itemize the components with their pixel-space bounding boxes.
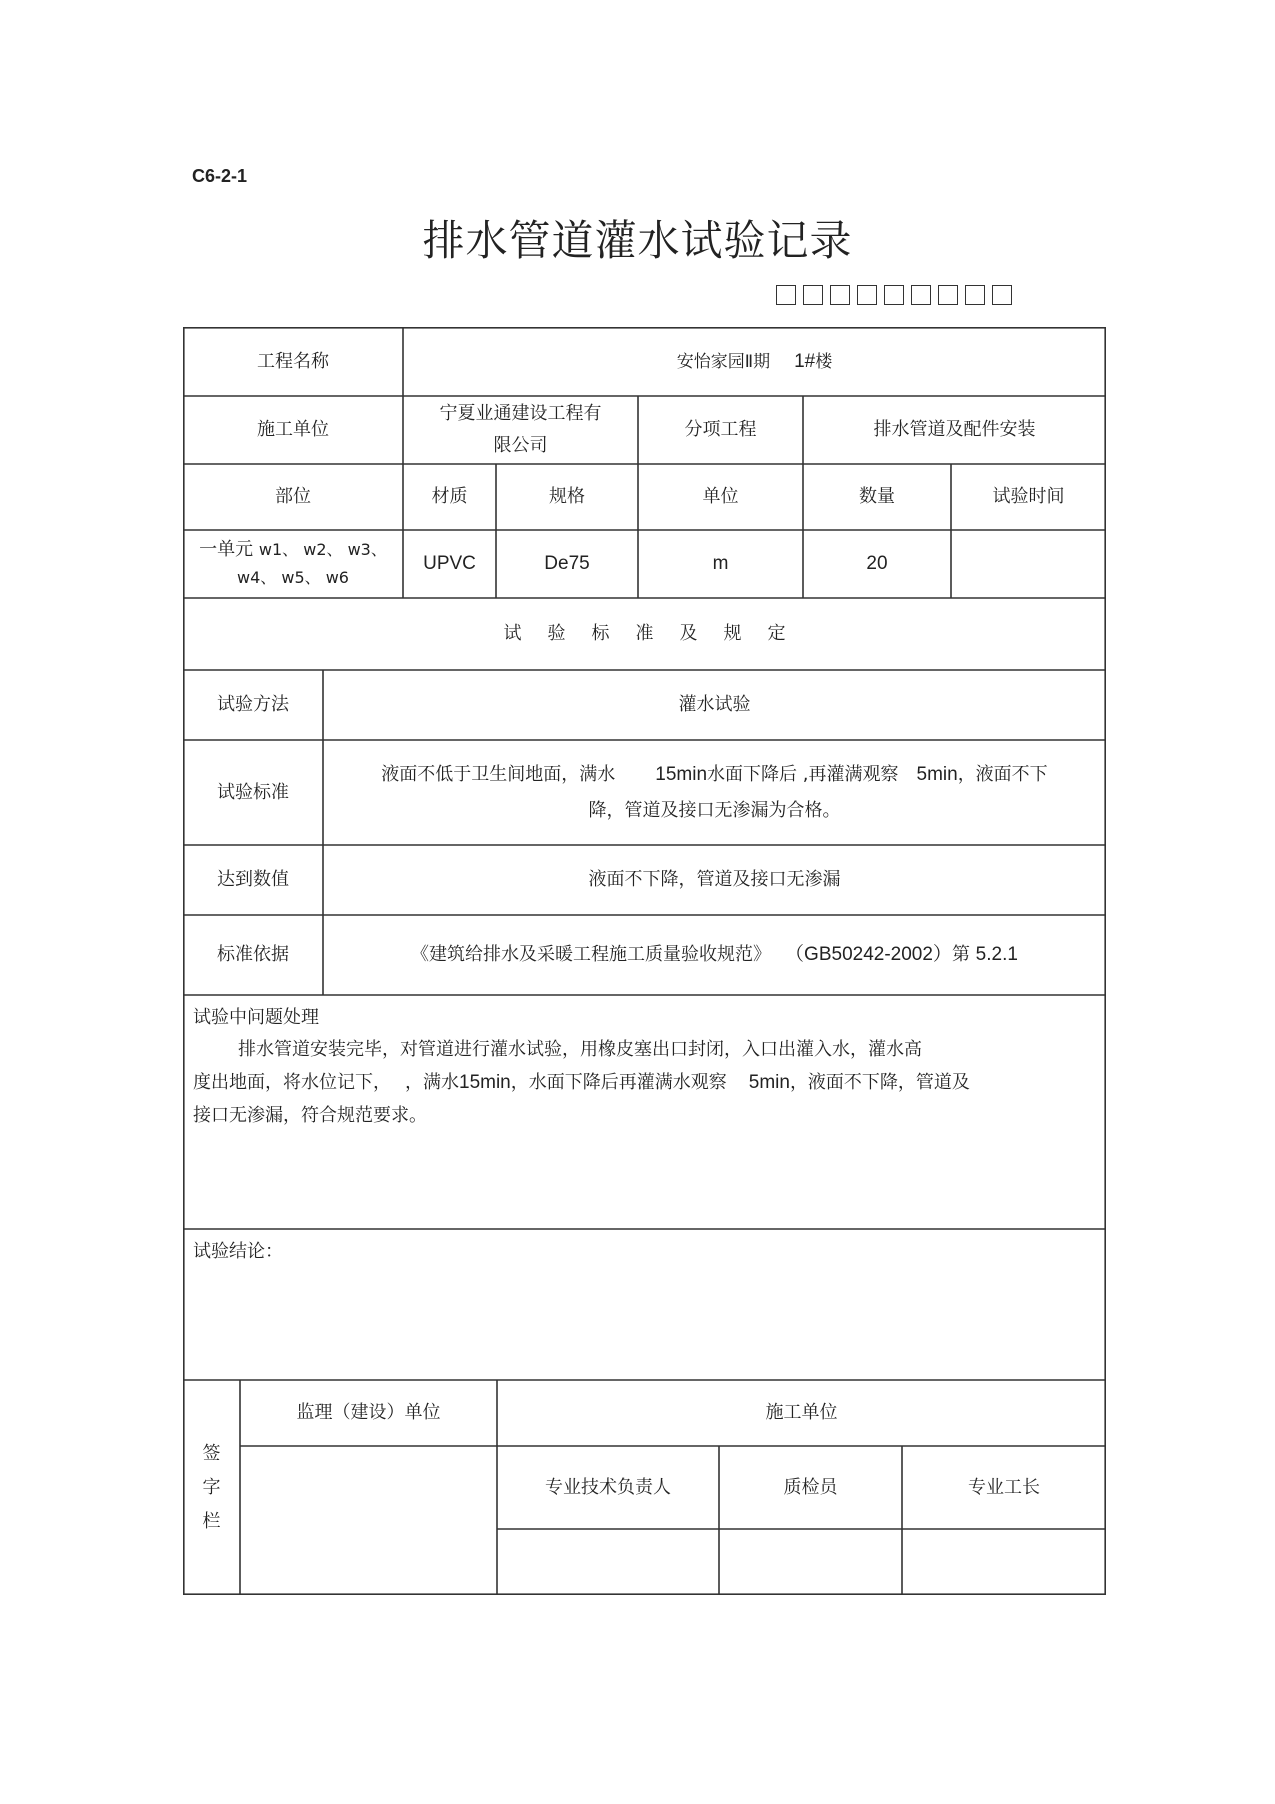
contractor-label: 施工单位 [257,419,329,440]
material-value: UPVC [423,553,476,574]
location-value [183,530,403,598]
number-box[interactable] [776,285,796,305]
number-box[interactable] [830,285,850,305]
foreman-signature-field[interactable] [902,1529,1106,1595]
basis-label: 标准依据 [217,944,289,965]
issues-line-3: 接口无渗漏，符合规范要求。 [193,1105,427,1126]
conclusion-label: 试验结论： [193,1241,283,1262]
foreman-header: 专业工长 [968,1476,1040,1498]
tech-lead-header: 专业技术负责人 [545,1476,671,1498]
signature-label-char-1: 签 [202,1442,221,1464]
contractor-value [403,396,638,464]
issues-text-4: ，液面不下降，管道及 [789,1072,970,1093]
location-rooms-2: w4、 w5、 w6 [237,568,349,587]
test-record-table [183,327,1106,1595]
number-box[interactable] [911,285,931,305]
project-name-label: 工程名称 [257,350,329,372]
issues-duration-2: 5min [748,1072,790,1093]
issues-line-2 [193,1066,970,1099]
standard-text-3: ，液面不下 [957,763,1048,785]
method-label: 试验方法 [217,694,289,715]
header-material: 材质 [431,486,468,507]
number-box[interactable] [857,285,877,305]
issues-text-3: ，水面下降后再灌满水观察 [510,1072,727,1093]
achieved-label: 达到数值 [217,869,289,890]
standard-label: 试验标准 [217,781,289,803]
basis-clause-prefix: 第 [951,944,970,965]
contractor-line-2: 限公司 [493,435,548,456]
supervisor-signature-field[interactable] [240,1446,497,1595]
contractor-line-1: 宁夏业通建设工程有 [439,403,602,424]
header-unit: 单位 [702,486,739,507]
header-test-time: 试验时间 [992,486,1065,507]
basis-standard-code: （GB50242-2002） [785,944,952,965]
sub-item-label: 分项工程 [684,419,757,440]
signature-label-char-2: 字 [202,1476,221,1498]
number-box[interactable] [992,285,1012,305]
issues-label: 试验中问题处理 [193,1007,319,1028]
basis-value [323,915,1106,995]
standard-duration-2: 5min [916,763,958,785]
spec-value: De75 [544,553,590,574]
issues-duration-1: 15min [459,1072,511,1093]
record-number-boxes[interactable] [776,285,1012,305]
number-box[interactable] [938,285,958,305]
standard-text-4: 降，管道及接口无渗漏为合格。 [588,799,841,821]
number-box[interactable] [965,285,985,305]
basis-standard-name: 《建筑给排水及采暖工程施工质量验收规范》 [411,944,772,965]
issues-text-1: 度出地面，将水位记下， [193,1072,391,1093]
location-rooms-1: w1、 w2、 w3、 [258,540,387,559]
header-quantity: 数量 [859,486,895,507]
building-number: 1# [794,350,816,372]
sub-item-value: 排水管道及配件安装 [873,419,1036,440]
test-time-value[interactable] [951,530,1106,598]
number-box[interactable] [884,285,904,305]
standard-value [323,740,1106,845]
standard-duration-1: 15min [655,763,708,785]
quantity-value: 20 [866,553,888,574]
method-value: 灌水试验 [678,694,751,715]
standard-text-1: 液面不低于卫生间地面，满水 [381,763,616,785]
achieved-value: 液面不下降，管道及接口无渗漏 [588,869,841,890]
location-unit: 一单元 [199,539,254,560]
standard-text-2: 水面下降后 ,再灌满观察 [707,763,899,785]
number-box[interactable] [803,285,823,305]
basis-clause-number: 5.2.1 [975,944,1018,965]
inspector-signature-field[interactable] [719,1529,902,1595]
supervisor-unit-header: 监理（建设）单位 [296,1402,441,1423]
project-name-value [403,327,1106,396]
inspector-header: 质检员 [783,1476,838,1498]
issues-line-1: 排水管道安装完毕，对管道进行灌水试验，用橡皮塞出口封闭，入口出灌入水，灌水高 [238,1039,922,1060]
signature-label [183,1380,240,1595]
signature-label-char-3: 栏 [202,1510,221,1532]
header-spec: 规格 [549,486,585,507]
section-heading: 试验标准及规定 [503,623,812,644]
unit-value: m [712,553,729,574]
header-location: 部位 [275,486,311,507]
project-name-text: 安怡家园Ⅱ期 [676,351,771,372]
page-title: 排水管道灌水试验记录 [422,216,853,265]
conclusion-content[interactable] [183,1267,1106,1377]
tech-lead-signature-field[interactable] [497,1529,719,1595]
issues-text-2: ，满水 [405,1072,459,1093]
building-suffix: 楼 [815,351,833,372]
form-code: C6-2-1 [192,166,248,186]
contractor-unit-header: 施工单位 [765,1402,838,1423]
